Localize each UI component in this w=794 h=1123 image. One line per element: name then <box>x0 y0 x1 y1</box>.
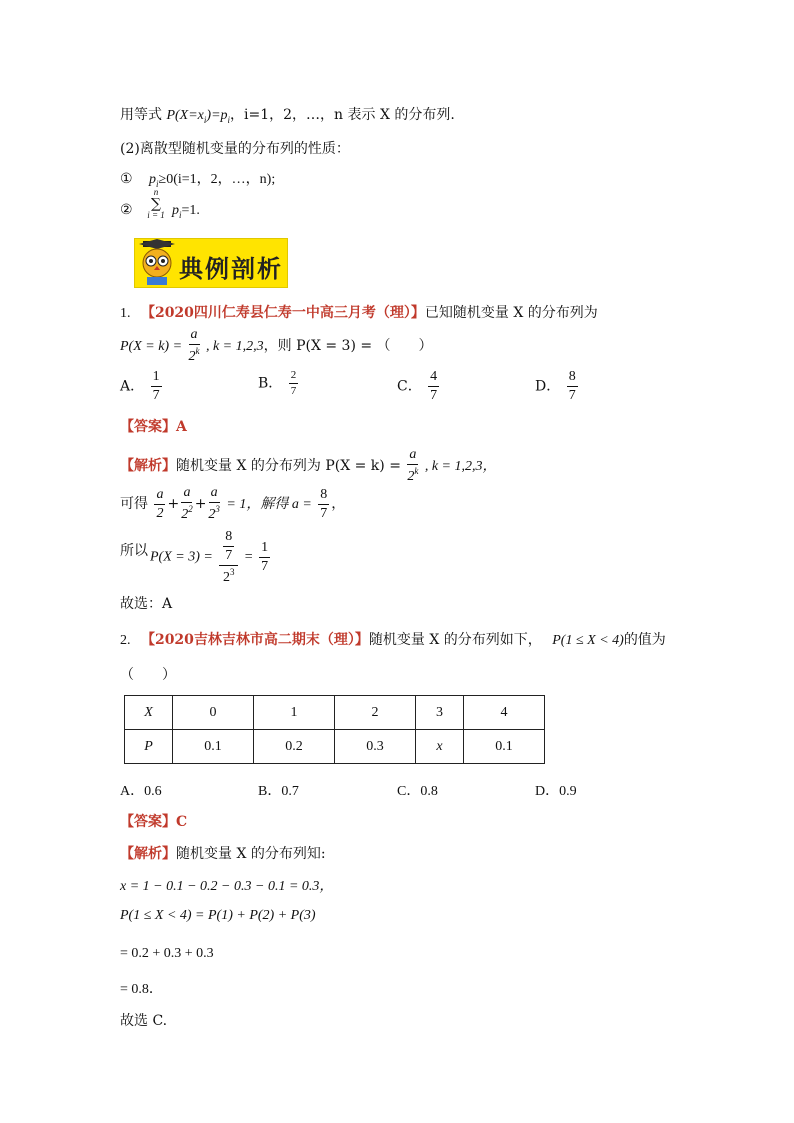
q2-step-2: P(1 ≤ X < 4) = P(1) + P(2) + P(3) <box>120 908 316 923</box>
q2-option-b: B．0.7 <box>258 784 299 799</box>
q1-analysis-line2: 可得 $\frac{a}{2}$ + $\frac{a}{2^2}$ + $\frac{a}{2^3}$ = 1，解得 a = $\frac{8}{7}$ ， <box>120 485 346 522</box>
intro-line-1: 用等式 $P(X=x_i)=p_i$，i=1，2，…，n 表示 X 的分布列. <box>120 107 455 125</box>
q2-option-d: D．0.9 <box>535 784 577 799</box>
q1-formula: P(X = k) = $\frac{a}{2^k}$ , k = 1,2,3，则 P(X = 3) = （ ） <box>120 327 433 364</box>
q2-stem: 2. 【2020吉林吉林市高二期末（理）】随机变量 X 的分布列如下， P(1 ≤ X < 4)的值为 <box>120 632 666 648</box>
table-row: P 0.1 0.2 0.3 x 0.1 <box>125 730 545 764</box>
q1-conclusion: 故选：A <box>120 596 173 612</box>
q1-option-c: C． $\frac{4}{7}$ <box>397 369 438 403</box>
q1-fraction: $\frac{a}{2^k}$ <box>188 327 200 364</box>
q1-analysis-line1: 【解析】随机变量 X 的分布列为 P(X = k) = $\frac{a}{2^k}$ , k = 1,2,3， <box>120 447 497 484</box>
q1-analysis-formula: P(X = 3) = $\frac{\frac{8}{7}}{2^3}$ = $\frac{1}{7}$ <box>150 529 269 585</box>
owl-mascot-icon <box>137 239 177 287</box>
table-row: X 0 1 2 3 4 <box>125 696 545 730</box>
q1-option-b: B． $\frac{2}{7}$ <box>258 369 297 397</box>
q2-conclusion: 故选 C. <box>120 1013 168 1029</box>
property-1: ① $p_i\ge 0(i=1$，2，…，n); <box>120 171 276 189</box>
property-2: ② <box>120 202 133 218</box>
distribution-table <box>124 695 545 764</box>
intro-line-2: (2)离散型随机变量的分布列的性质： <box>120 141 350 157</box>
summation-symbol: n ∑ i = 1 <box>147 187 165 220</box>
q1-analysis-line3: 所以 <box>120 543 148 559</box>
q1-option-d: D． $\frac{8}{7}$ <box>535 369 576 403</box>
banner-title: 典例剖析 <box>179 254 283 283</box>
q2-analysis-intro: 【解析】随机变量 X 的分布列知: <box>120 846 326 862</box>
q1-option-a: A． $\frac{1}{7}$ <box>120 369 160 403</box>
q2-step-3: = 0.2 + 0.3 + 0.3 <box>120 946 214 961</box>
q1-answer: 【答案】A <box>120 419 187 435</box>
q2-answer: 【答案】C <box>120 814 188 830</box>
q1-stem: 1. 【2020四川仁寿县仁寿一中高三月考（理）】已知随机变量 X 的分布列为 <box>120 305 598 321</box>
q2-option-c: C．0.8 <box>397 784 438 799</box>
q2-step-4: = 0.8． <box>120 982 163 997</box>
q2-step-1: x = 1 − 0.1 − 0.2 − 0.3 − 0.1 = 0.3， <box>120 879 334 894</box>
property-2-expr: $p_i=1$. <box>172 203 200 220</box>
q2-option-a: A．0.6 <box>120 784 162 799</box>
example-banner <box>134 238 288 288</box>
q2-paren: （ ） <box>120 667 176 683</box>
